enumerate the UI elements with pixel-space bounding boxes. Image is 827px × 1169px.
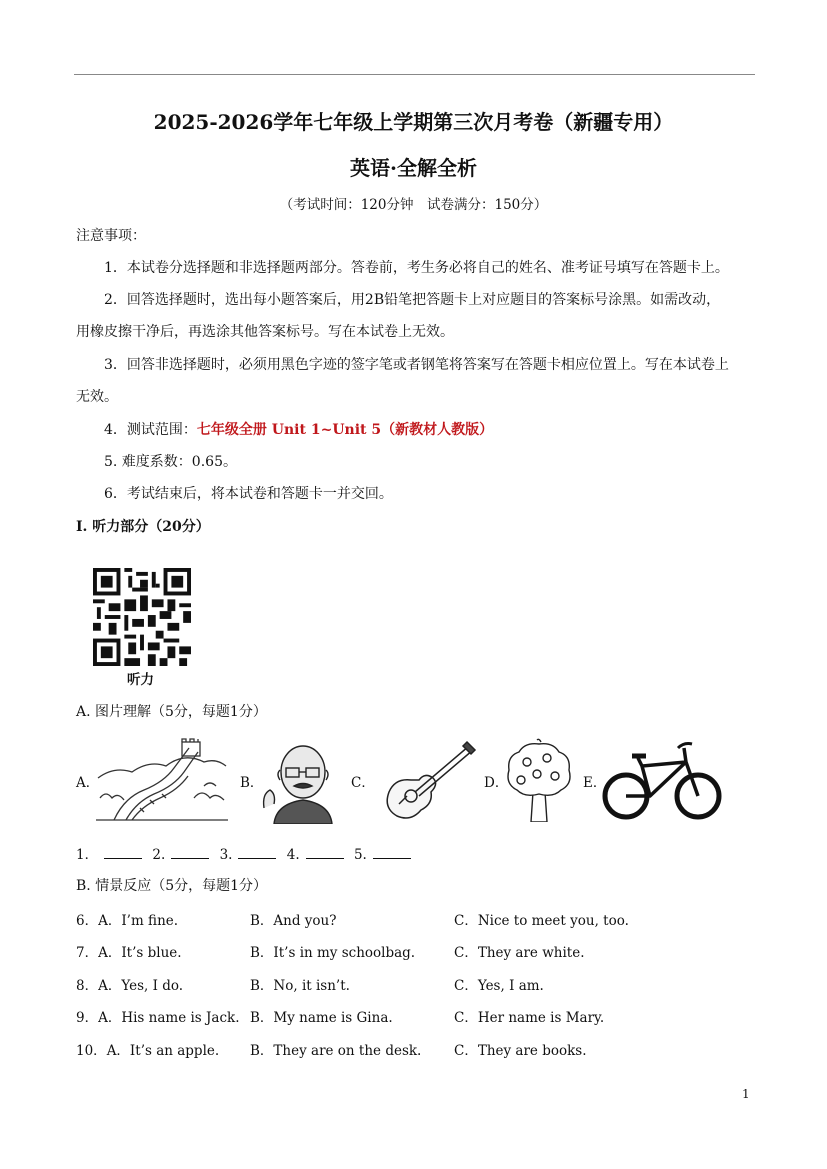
blank-label-1: 1． (76, 847, 99, 863)
qr-code-icon[interactable] (93, 568, 191, 666)
option-a[interactable]: A．I’m fine. (98, 913, 179, 929)
note-item-5: 5. 难度系数：0.65。 (104, 454, 237, 470)
answer-blank-3[interactable] (238, 846, 276, 859)
section-listening-heading: I. 听力部分（20分） (76, 519, 210, 535)
part-b-heading: B. 情景反应（5分，每题1分） (76, 878, 268, 894)
answer-blank-2[interactable] (171, 846, 209, 859)
picture-label-b: B． (240, 775, 264, 791)
note-item-6: 6．考试结束后，将本试卷和答题卡一并交回。 (104, 486, 393, 502)
question-8 (76, 974, 183, 994)
question-7-option-b[interactable]: B．It’s in my schoolbag. (250, 945, 416, 961)
note-item-3a: 3．回答非选择题时，必须用黑色字迹的签字笔或者钢笔将答案写在答题卡相应位置上。写在本试卷上 (104, 357, 729, 373)
part-a-heading: A. 图片理解（5分，每题1分） (76, 704, 267, 720)
question-10 (76, 1039, 219, 1059)
exam-title: 2025-2026学年七年级上学期第三次月考卷（新疆专用） (153, 110, 674, 134)
blank-row (76, 845, 417, 865)
question-number: 9． (76, 1010, 99, 1026)
answer-blank-5[interactable] (373, 846, 411, 859)
answer-blank-4[interactable] (306, 846, 344, 859)
note-item-1: 1．本试卷分选择题和非选择题两部分。答卷前，考生务必将自己的姓名、准考证号填写在答题卡上。 (104, 260, 729, 276)
old-man-icon (260, 738, 346, 824)
question-7-option-c[interactable]: C．They are white. (454, 945, 585, 961)
bicycle-icon (602, 740, 722, 822)
option-a[interactable]: A．It’s blue. (98, 945, 182, 961)
blank-label-4: 4. (286, 847, 300, 863)
question-8-option-b[interactable]: B．No, it isn’t. (250, 978, 350, 994)
note-item-4 (104, 420, 493, 440)
header-rule (74, 74, 755, 75)
question-8-option-c[interactable]: C．Yes, I am. (454, 978, 544, 994)
option-a[interactable]: A．It’s an apple. (106, 1043, 220, 1059)
great-wall-icon (94, 738, 230, 822)
note-item-2b: 用橡皮擦干净后，再选涂其他答案标号。写在本试卷上无效。 (76, 324, 454, 340)
question-number: 7． (76, 945, 99, 961)
note-item-3b: 无效。 (76, 389, 118, 405)
question-9-option-c[interactable]: C．Her name is Mary. (454, 1010, 605, 1026)
blank-label-5: 5. (353, 847, 367, 863)
notes-heading: 注意事项： (76, 228, 146, 244)
exam-subtitle: 英语·全解全析 (350, 156, 477, 180)
test-range: 七年级全册 Unit 1~Unit 5（新教材人教版） (196, 422, 494, 438)
question-6-option-b[interactable]: B．And you? (250, 913, 337, 929)
blank-label-3: 3. (219, 847, 233, 863)
picture-label-c: C． (351, 775, 375, 791)
question-10-option-c[interactable]: C．They are books. (454, 1043, 587, 1059)
picture-label-e: E． (583, 775, 607, 791)
question-number: 8． (76, 978, 99, 994)
question-6 (76, 909, 178, 929)
question-number: 6． (76, 913, 99, 929)
picture-label-a: A． (76, 775, 100, 791)
picture-label-d: D． (484, 775, 509, 791)
question-7 (76, 941, 182, 961)
question-9-option-b[interactable]: B．My name is Gina. (250, 1010, 393, 1026)
question-10-option-b[interactable]: B．They are on the desk. (250, 1043, 422, 1059)
guitar-icon (381, 740, 479, 820)
question-number: 10． (76, 1043, 107, 1059)
answer-blank-1[interactable] (104, 846, 142, 859)
page-number: 1 (742, 1087, 750, 1101)
note-item-4-prefix: 4．测试范围： (104, 422, 197, 438)
option-a[interactable]: A．His name is Jack. (98, 1010, 240, 1026)
apple-tree-icon (503, 738, 575, 822)
qr-caption: 听力 (127, 672, 154, 688)
question-6-option-c[interactable]: C．Nice to meet you, too. (454, 913, 629, 929)
note-item-2a: 2．回答选择题时，选出每小题答案后，用2B铅笔把答题卡上对应题目的答案标号涂黑。如需改动， (104, 292, 721, 308)
question-9 (76, 1006, 240, 1026)
exam-info: （考试时间：120分钟 试卷满分：150分） (279, 197, 548, 213)
blank-label-2: 2. (152, 847, 166, 863)
option-a[interactable]: A．Yes, I do. (98, 978, 184, 994)
